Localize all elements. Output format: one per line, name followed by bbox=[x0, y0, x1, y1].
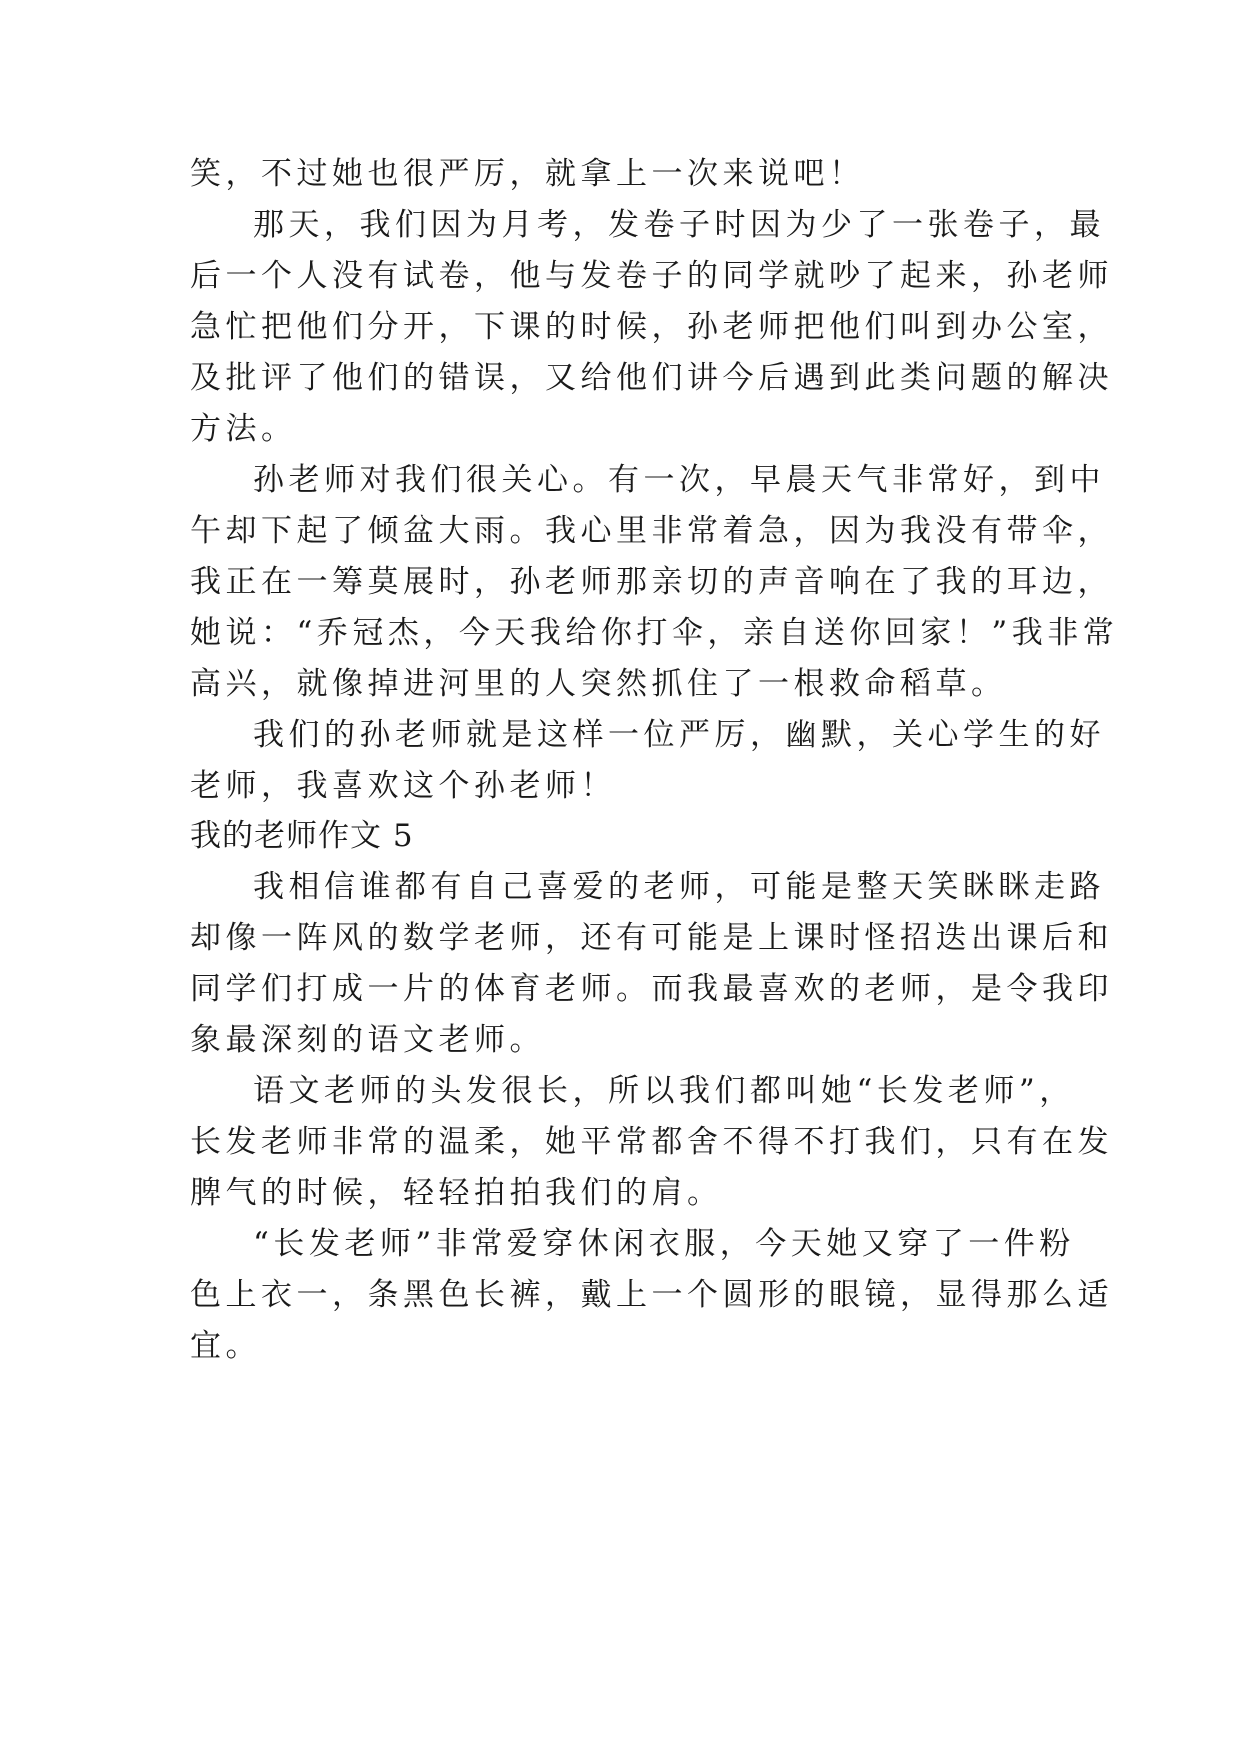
text-line: 她说：“乔冠杰，今天我给你打伞，亲自送你回家！”我非常 bbox=[190, 615, 1119, 651]
text-line: 脾气的时候，轻轻拍拍我们的肩。 bbox=[190, 1175, 723, 1211]
text-line: 高兴，就像掉进河里的人突然抓住了一根救命稻草。 bbox=[190, 666, 1007, 702]
text-line: 同学们打成一片的体育老师。而我最喜欢的老师，是令我印 bbox=[190, 971, 1113, 1007]
text-line: 我正在一筹莫展时，孙老师那亲切的声音响在了我的耳边， bbox=[190, 564, 1113, 600]
text-line: 却像一阵风的数学老师，还有可能是上课时怪招迭出课后和 bbox=[190, 920, 1113, 956]
text-line: 后一个人没有试卷，他与发卷子的同学就吵了起来，孙老师 bbox=[190, 258, 1113, 294]
text-line: 色上衣一，条黑色长裤，戴上一个圆形的眼镜，显得那么适 bbox=[190, 1277, 1113, 1313]
section-heading: 我的老师作文 5 bbox=[190, 818, 414, 854]
text-line: 方法。 bbox=[190, 411, 297, 447]
text-line: 笑，不过她也很严厉，就拿上一次来说吧！ bbox=[190, 156, 865, 192]
paragraph-start-line: 孙老师对我们很关心。有一次，早晨天气非常好，到中 bbox=[253, 462, 1105, 498]
text-line: 老师，我喜欢这个孙老师！ bbox=[190, 768, 616, 804]
text-line: 急忙把他们分开，下课的时候，孙老师把他们叫到办公室， bbox=[190, 309, 1113, 345]
text-line: 长发老师非常的温柔，她平常都舍不得不打我们，只有在发 bbox=[190, 1124, 1113, 1160]
paragraph-start-line: 语文老师的头发很长，所以我们都叫她“长发老师”， bbox=[253, 1073, 1075, 1109]
paragraph-start-line: 我们的孙老师就是这样一位严厉，幽默，关心学生的好 bbox=[253, 717, 1105, 753]
paragraph-start-line: 那天，我们因为月考，发卷子时因为少了一张卷子，最 bbox=[253, 207, 1105, 243]
paragraph-start-line: “长发老师”非常爱穿休闲衣服，今天她又穿了一件粉 bbox=[253, 1226, 1075, 1262]
text-line: 及批评了他们的错误，又给他们讲今后遇到此类问题的解决 bbox=[190, 360, 1113, 396]
text-line: 象最深刻的语文老师。 bbox=[190, 1022, 545, 1058]
text-line: 午却下起了倾盆大雨。我心里非常着急，因为我没有带伞， bbox=[190, 513, 1113, 549]
paragraph-start-line: 我相信谁都有自己喜爱的老师，可能是整天笑眯眯走路 bbox=[253, 869, 1105, 905]
text-line: 宜。 bbox=[190, 1328, 261, 1364]
